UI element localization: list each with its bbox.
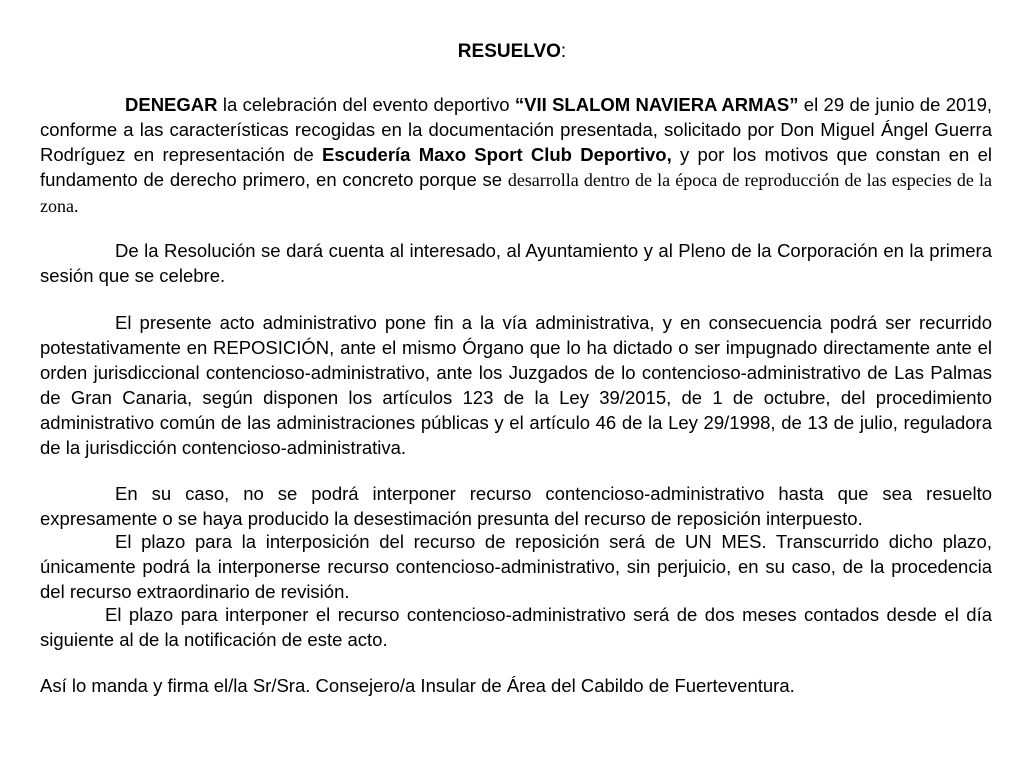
club-name: Escudería Maxo Sport Club Deportivo, (322, 144, 672, 165)
paragraph-appeal: El presente acto administrativo pone fin a la vía administrativa, y en consecuencia podrá ser recurrido potestativamente en REPOSICIÓN, ante el mismo Órgano que lo ha dictado o ser impugnado directamente ante el orden jurisdiccional contencioso-administrativo, ante los Juzgados de lo contencioso-administrativo de Las Palmas de Gran Canaria, según disponen los artículos 123 de la Ley 39/2015, de 1 de octubre, del procedimiento administrativo común de las administraciones públicas y el artículo 46 de la Ley 29/1998, de 13 de julio, reguladora de la jurisdicción contencioso-administrativa. (40, 312, 992, 458)
resolution-heading (0, 40, 1024, 64)
p1-text-3: y por los motivos que constan en el fundamento de derecho primero, en concreto porque se (40, 144, 992, 190)
paragraph-contentious: En su caso, no se podrá interponer recurso contencioso-administrativo hasta que sea resuelto expresamente o se haya producido la desestimación presunta del recurso de reposición interpuesto. (40, 483, 992, 529)
heading-colon: : (560, 41, 567, 62)
p1-text-1: la celebración del evento deportivo (217, 94, 515, 115)
paragraph-deadline-contentious: El plazo para interponer el recurso contencioso-administrativo será de dos meses contados desde el día siguiente al de la notificación de este acto. (40, 604, 992, 650)
event-name: “VII SLALOM NAVIERA ARMAS” (514, 94, 799, 115)
paragraph-denegar (40, 92, 992, 219)
p1-text-4: desarrolla dentro de la época de reproducción de las especies de la zona. (40, 170, 992, 216)
p1-text-2: el 29 de junio de 2019, conforme a las características recogidas en la documentación presentada, solicitado por Don Miguel Ángel Guerra Rodríguez en representación de (40, 94, 992, 165)
denegar-keyword: DENEGAR (125, 94, 218, 115)
paragraph-signature: Así lo manda y firma el/la Sr/Sra. Consejero/a Insular de Área del Cabildo de Fuerteventura. (40, 675, 795, 696)
paragraph-deadline-reposicion: El plazo para la interposición del recurso de reposición será de UN MES. Transcurrido dicho plazo, únicamente podrá la interponerse recurso contencioso-administrativo, sin perjuicio, en su caso, de la procedencia del recurso extraordinario de revisión. (40, 531, 992, 602)
paragraph-notification: De la Resolución se dará cuenta al interesado, al Ayuntamiento y al Pleno de la Corporación en la primera sesión que se celebre. (40, 240, 992, 286)
heading-title: RESUELVO (457, 41, 561, 62)
